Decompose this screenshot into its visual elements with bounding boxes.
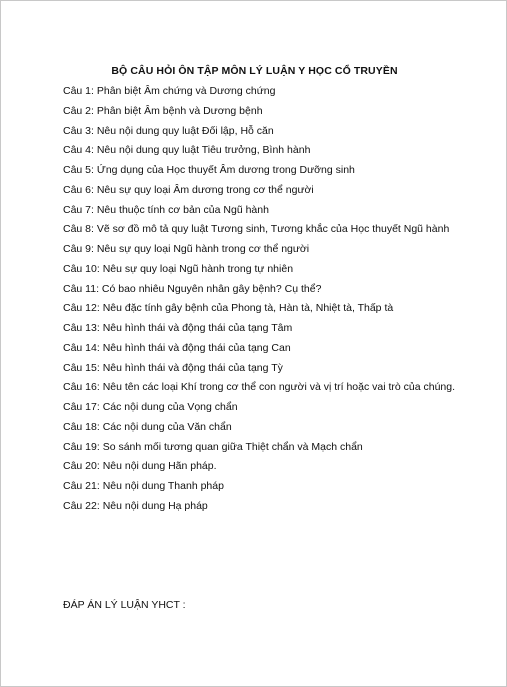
question-item: Câu 4: Nêu nội dung quy luật Tiêu trưởng, Bình hành [63,144,311,157]
question-item: Câu 21: Nêu nội dung Thanh pháp [63,480,224,492]
answer-heading: ĐÁP ÁN LÝ LUẬN YHCT : [63,599,186,611]
question-list [63,85,455,520]
question-item: Câu 16: Nêu tên các loại Khí trong cơ thể con người và vị trí hoặc vai trò của chúng. [63,381,456,394]
question-item: Câu 9: Nêu sự quy loại Ngũ hành trong cơ thể người [63,243,310,255]
question-item: Câu 20: Nêu nội dung Hãn pháp. [63,460,217,473]
question-item: Câu 5: Ứng dụng của Học thuyết Âm dương trong Dưỡng sinh [63,164,355,176]
question-item: Câu 1: Phân biệt Âm chứng và Dương chứng [63,85,276,97]
question-item: Câu 2: Phân biệt Âm bệnh và Dương bệnh [63,104,263,117]
question-item: Câu 22: Nêu nội dung Hạ pháp [63,499,208,512]
question-item: Câu 10: Nêu sự quy loại Ngũ hành trong tự nhiên [63,262,294,275]
question-item: Câu 6: Nêu sự quy loại Âm dương trong cơ thể người [63,183,314,196]
question-item: Câu 18: Các nội dung của Văn chẩn [63,420,232,433]
question-item: Câu 8: Vẽ sơ đồ mô tả quy luật Tương sinh, Tương khắc của Học thuyết Ngũ hành [63,223,450,236]
question-item: Câu 12: Nêu đặc tính gây bệnh của Phong tà, Hàn tà, Nhiệt tà, Thấp tà [63,302,394,315]
document-title: BỘ CÂU HỎI ÔN TẬP MÔN LÝ LUẬN Y HỌC CỔ TRUYỀN [111,65,398,77]
question-item: Câu 19: So sánh mối tương quan giữa Thiệt chẩn và Mạch chẩn [63,440,363,453]
question-item: Câu 14: Nêu hình thái và động thái của tạng Can [63,341,291,354]
question-item: Câu 11: Có bao nhiêu Nguyên nhân gây bệnh? Cụ thể? [63,282,322,295]
question-item: Câu 13: Nêu hình thái và động thái của tạng Tâm [63,322,293,334]
question-item: Câu 7: Nêu thuộc tính cơ bản của Ngũ hành [63,203,269,216]
question-item: Câu 3: Nêu nội dung quy luật Đối lập, Hỗ căn [63,124,274,137]
question-item: Câu 17: Các nội dung của Vọng chẩn [63,401,238,413]
question-item: Câu 15: Nêu hình thái và động thái của tạng Tỳ [63,361,283,374]
